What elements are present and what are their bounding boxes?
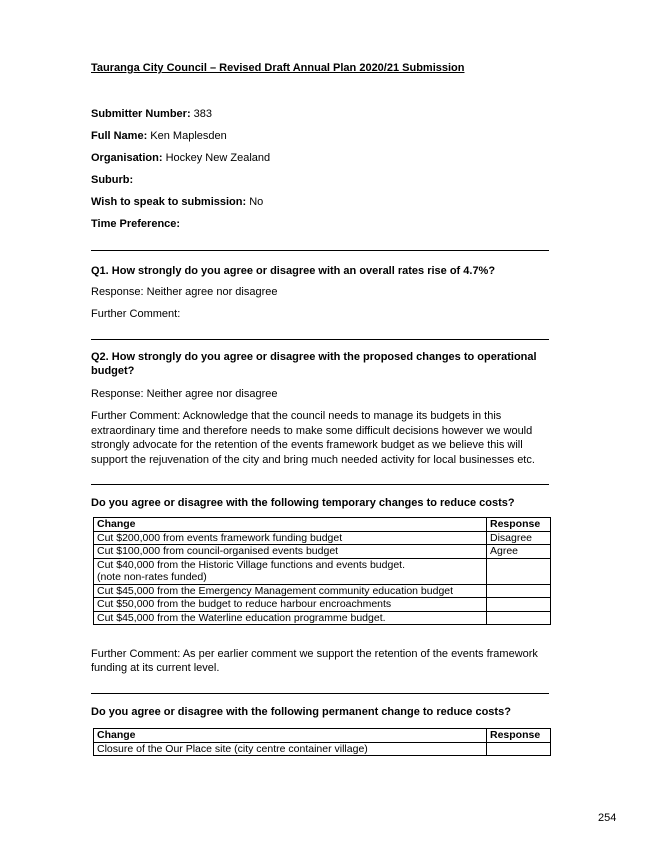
response-cell bbox=[487, 558, 551, 584]
change-column-header: Change bbox=[94, 518, 487, 532]
response-column-header: Response bbox=[487, 729, 551, 743]
divider bbox=[91, 484, 549, 485]
response-cell bbox=[487, 611, 551, 625]
table-row bbox=[94, 584, 551, 598]
q1-comment: Further Comment: bbox=[91, 308, 181, 320]
q1-response: Response: Neither agree nor disagree bbox=[91, 286, 278, 298]
time-preference-field bbox=[91, 218, 180, 230]
table-row bbox=[94, 531, 551, 545]
q2-question: Q2. How strongly do you agree or disagree with the proposed changes to operational budget? bbox=[91, 351, 537, 377]
change-cell-line: Cut $40,000 from the Historic Village functions and events budget. bbox=[97, 558, 405, 571]
permanent-changes-table bbox=[93, 728, 551, 756]
time-preference-label: Time Preference: bbox=[91, 218, 181, 230]
change-cell bbox=[94, 558, 487, 584]
change-column-header: Change bbox=[94, 729, 487, 743]
wish-to-speak-value: No bbox=[246, 196, 264, 208]
response-cell: Agree bbox=[487, 545, 551, 559]
submitter-number-label: Submitter Number: bbox=[91, 108, 191, 120]
table-row bbox=[94, 545, 551, 559]
permanent-question: Do you agree or disagree with the following permanent change to reduce costs? bbox=[91, 706, 511, 718]
suburb-label: Suburb: bbox=[91, 174, 134, 186]
table-row bbox=[94, 598, 551, 612]
table-row bbox=[94, 558, 551, 584]
response-cell bbox=[487, 598, 551, 612]
table-header-row bbox=[94, 518, 551, 532]
change-cell: Cut $45,000 from the Waterline education programme budget. bbox=[94, 611, 487, 625]
q2-comment: Further Comment: Acknowledge that the council needs to manage its budgets in this extraordinary time and therefore needs to make some difficult decisions however we would strongly advocate for the retention of the events framework budget as we believe this will support the rejuvenation of the city and bring much needed activity for local businesses etc. bbox=[91, 410, 535, 466]
response-cell bbox=[487, 742, 551, 756]
q1-question: Q1. How strongly do you agree or disagree with an overall rates rise of 4.7%? bbox=[91, 265, 496, 277]
full-name-value: Ken Maplesden bbox=[147, 130, 227, 142]
full-name-label: Full Name: bbox=[91, 130, 148, 142]
organisation-label: Organisation: bbox=[91, 152, 163, 164]
page-number: 254 bbox=[598, 812, 617, 824]
response-column-header: Response bbox=[487, 518, 551, 532]
change-cell: Cut $45,000 from the Emergency Management community education budget bbox=[94, 584, 487, 598]
table-header-row bbox=[94, 729, 551, 743]
full-name-field bbox=[91, 130, 227, 142]
response-cell bbox=[487, 584, 551, 598]
organisation-field bbox=[91, 152, 270, 164]
document-title: Tauranga City Council – Revised Draft Annual Plan 2020/21 Submission bbox=[91, 62, 465, 74]
suburb-field bbox=[91, 174, 133, 186]
divider bbox=[91, 339, 549, 340]
submitter-number-value: 383 bbox=[190, 108, 213, 120]
temporary-question: Do you agree or disagree with the following temporary changes to reduce costs? bbox=[91, 497, 515, 509]
temporary-comment: Further Comment: As per earlier comment we support the retention of the events framework funding at its current level. bbox=[91, 648, 538, 674]
wish-to-speak-label: Wish to speak to submission: bbox=[91, 196, 247, 208]
change-cell: Cut $50,000 from the budget to reduce harbour encroachments bbox=[94, 598, 487, 612]
divider bbox=[91, 250, 549, 251]
submitter-number-field bbox=[91, 108, 212, 120]
change-cell: Cut $100,000 from council-organised events budget bbox=[94, 545, 487, 559]
temporary-changes-table bbox=[93, 517, 551, 625]
change-cell: Closure of the Our Place site (city centre container village) bbox=[94, 742, 487, 756]
wish-to-speak-field bbox=[91, 196, 263, 208]
table-row bbox=[94, 742, 551, 756]
response-cell: Disagree bbox=[487, 531, 551, 545]
change-cell: Cut $200,000 from events framework funding budget bbox=[94, 531, 487, 545]
table-row bbox=[94, 611, 551, 625]
q2-response: Response: Neither agree nor disagree bbox=[91, 388, 278, 400]
organisation-value: Hockey New Zealand bbox=[162, 152, 271, 164]
change-cell-note: (note non-rates funded) bbox=[97, 571, 207, 583]
divider bbox=[91, 693, 549, 694]
